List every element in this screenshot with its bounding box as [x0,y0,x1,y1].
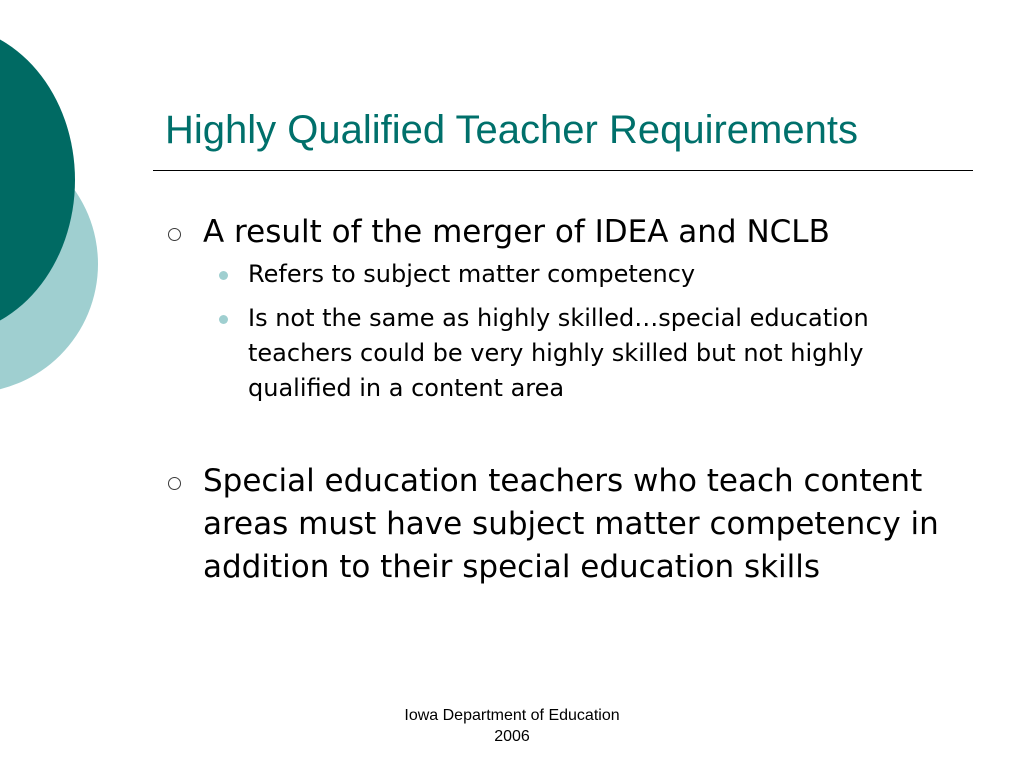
hollow-circle-bullet-icon [168,477,181,490]
sub-bullet-text: Is not the same as highly skilled…special education teachers could be very highly skilled but not highly qualified in a content area [248,304,869,402]
footer-line-year: 2006 [494,728,530,745]
sub-bullet-item [203,257,960,292]
bullet-text: A result of the merger of IDEA and NCLB [203,214,830,250]
dot-bullet-icon [219,315,228,324]
bullet-item [160,460,960,589]
slide-content [160,211,960,589]
slide-footer [370,705,654,747]
dot-bullet-icon [219,271,228,280]
bullet-item [160,211,960,254]
title-divider [153,170,973,171]
bullet-text: Special education teachers who teach content areas must have subject matter competency in addition to their special education skills [203,463,939,585]
footer-line-organization: Iowa Department of Education [404,707,620,724]
hollow-circle-bullet-icon [168,228,181,241]
sub-bullet-item [203,301,960,406]
sub-bullet-list [203,257,960,406]
sub-bullet-text: Refers to subject matter competency [248,260,696,288]
bullet-spacer [160,415,960,460]
slide-title: Highly Qualified Teacher Requirements [165,108,858,152]
